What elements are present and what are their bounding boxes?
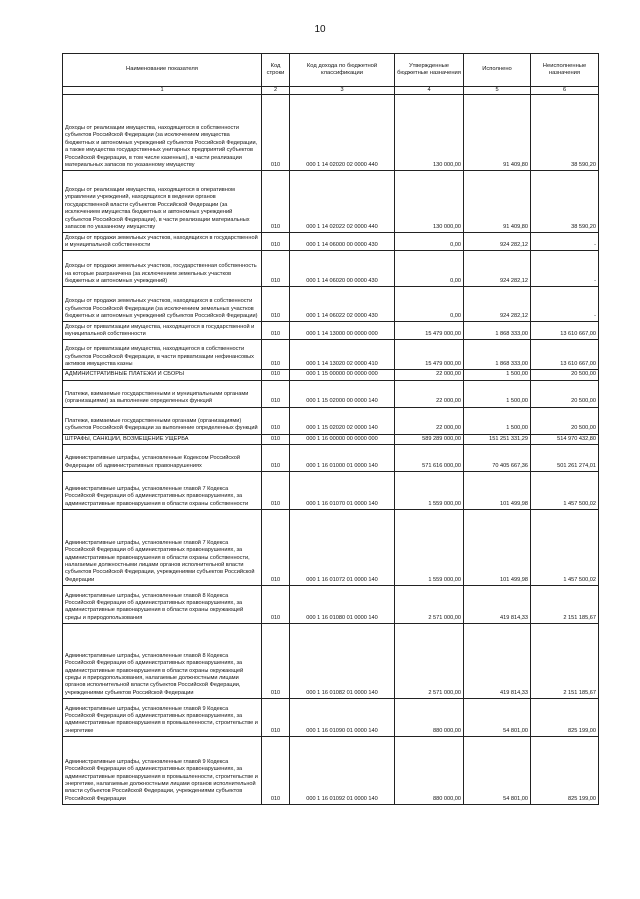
table-row: [63, 287, 599, 322]
row-executed: 1 500,00: [464, 380, 531, 407]
row-name: Доходы от приватизации имущества, находящегося в собственности субъектов Российской Федерации, в части приватизации нефинансовых активов имущества казны: [63, 340, 262, 370]
column-index: 4: [395, 87, 464, 95]
row-approved: 571 616 000,00: [395, 445, 464, 472]
header-approved: Утвержденные бюджетные назначения: [395, 54, 464, 87]
table-row: [63, 699, 599, 737]
header-unexecuted: Неисполненные назначения: [531, 54, 599, 87]
header-line-code: Код строки: [262, 54, 290, 87]
row-approved: 130 000,00: [395, 95, 464, 171]
row-unexecuted: -: [531, 287, 599, 322]
row-line-code: 010: [262, 171, 290, 233]
row-unexecuted: 2 151 185,67: [531, 624, 599, 699]
row-executed: 419 814,33: [464, 624, 531, 699]
table-row: [63, 370, 599, 380]
row-unexecuted: 38 590,20: [531, 95, 599, 171]
row-name: Доходы от продажи земельных участков, государственная собственность на которые разграничена (за исключением земельных участков бюджетных и автономных учреждений): [63, 251, 262, 287]
row-executed: 91 409,80: [464, 95, 531, 171]
table-row: [63, 322, 599, 340]
row-budget-code: 000 1 14 06020 00 0000 430: [290, 251, 395, 287]
row-budget-code: 000 1 16 01000 01 0000 140: [290, 445, 395, 472]
row-unexecuted: 13 610 667,00: [531, 340, 599, 370]
table-row: [63, 95, 599, 171]
table-row: [63, 737, 599, 805]
column-index: 3: [290, 87, 395, 95]
row-name: АДМИНИСТРАТИВНЫЕ ПЛАТЕЖИ И СБОРЫ: [63, 370, 262, 380]
row-name: Административные штрафы, установленные главой 9 Кодекса Российской Федерации об административных правонарушениях, за административные правонарушения в промышленности, строительстве и энергетике, налагаемые должностными лицами органов исполнительной власти субъектов Российской Федерации, учреждениями субъектов Российской Федерации: [63, 737, 262, 805]
row-executed: 419 814,33: [464, 586, 531, 624]
row-line-code: 010: [262, 322, 290, 340]
row-unexecuted: 825 199,00: [531, 699, 599, 737]
row-approved: 1 559 000,00: [395, 472, 464, 510]
row-budget-code: 000 1 16 01092 01 0000 140: [290, 737, 395, 805]
row-approved: 0,00: [395, 233, 464, 251]
row-name: Доходы от приватизации имущества, находящегося в государственной и муниципальной собственности: [63, 322, 262, 340]
row-executed: 924 282,12: [464, 251, 531, 287]
row-name: Доходы от продажи земельных участков, находящихся в государственной и муниципальной собственности: [63, 233, 262, 251]
row-unexecuted: 501 261 274,01: [531, 445, 599, 472]
table-row: [63, 586, 599, 624]
row-executed: 54 801,00: [464, 699, 531, 737]
row-name: Доходы от продажи земельных участков, находящихся в собственности субъектов Российской Федерации (за исключением земельных участков бюджетных и автономных учреждений субъектов Российской Федерации): [63, 287, 262, 322]
row-budget-code: 000 1 16 01082 01 0000 140: [290, 624, 395, 699]
row-line-code: 010: [262, 251, 290, 287]
table-row: [63, 624, 599, 699]
row-approved: 589 289 000,00: [395, 434, 464, 444]
row-line-code: 010: [262, 510, 290, 586]
header-executed: Исполнено: [464, 54, 531, 87]
row-approved: 2 571 000,00: [395, 586, 464, 624]
row-approved: 130 000,00: [395, 171, 464, 233]
row-budget-code: 000 1 14 13020 02 0000 410: [290, 340, 395, 370]
row-unexecuted: 825 199,00: [531, 737, 599, 805]
row-approved: 22 000,00: [395, 370, 464, 380]
row-executed: 70 405 667,36: [464, 445, 531, 472]
row-name: Доходы от реализации имущества, находящегося в оперативном управлении учреждений, находящихся в ведении органов государственной власти субъектов Российской Федерации (за исключением имущества бюджетных и автономных учреждений субъектов Российской Федерации), в части реализации материальных запасов по указанному имуществу: [63, 171, 262, 233]
row-name: Административные штрафы, установленные главой 7 Кодекса Российской Федерации об административных правонарушениях, за административные правонарушения в области охраны собственности: [63, 472, 262, 510]
table-row: [63, 171, 599, 233]
row-unexecuted: -: [531, 233, 599, 251]
table-row: [63, 407, 599, 434]
row-budget-code: 000 1 14 13000 00 0000 000: [290, 322, 395, 340]
column-index: 2: [262, 87, 290, 95]
row-line-code: 010: [262, 233, 290, 251]
row-executed: 91 409,80: [464, 171, 531, 233]
row-name: Доходы от реализации имущества, находящегося в собственности субъектов Российской Федерации (за исключением имущества бюджетных и автономных учреждений субъектов Российской Федерации, а также имущества государственных унитарных предприятий субъектов Российской Федерации, в том числе казенных), в части реализации материальных запасов по указанному имуществу: [63, 95, 262, 171]
table-row: [63, 434, 599, 444]
row-budget-code: 000 1 16 01072 01 0000 140: [290, 510, 395, 586]
row-line-code: 010: [262, 434, 290, 444]
row-unexecuted: 38 590,20: [531, 171, 599, 233]
page-number: 10: [314, 24, 326, 35]
table-row: [63, 380, 599, 407]
row-approved: 1 559 000,00: [395, 510, 464, 586]
table-row: [63, 510, 599, 586]
row-unexecuted: 1 457 500,02: [531, 472, 599, 510]
row-name: Административные штрафы, установленные Кодексом Российской Федерации об административных правонарушениях: [63, 445, 262, 472]
table-row: [63, 472, 599, 510]
row-approved: 15 479 000,00: [395, 340, 464, 370]
row-budget-code: 000 1 16 00000 00 0000 000: [290, 434, 395, 444]
row-line-code: 010: [262, 380, 290, 407]
row-unexecuted: 20 500,00: [531, 380, 599, 407]
column-index-row: [63, 87, 599, 95]
row-approved: 880 000,00: [395, 699, 464, 737]
table-body: [63, 95, 599, 805]
row-name: ШТРАФЫ, САНКЦИИ, ВОЗМЕЩЕНИЕ УЩЕРБА: [63, 434, 262, 444]
row-unexecuted: 20 500,00: [531, 407, 599, 434]
row-approved: 2 571 000,00: [395, 624, 464, 699]
column-index: 6: [531, 87, 599, 95]
row-name: Административные штрафы, установленные главой 8 Кодекса Российской Федерации об административных правонарушениях, за административные правонарушения в области охраны окружающей среды и природопользования: [63, 586, 262, 624]
row-budget-code: 000 1 16 01070 01 0000 140: [290, 472, 395, 510]
row-line-code: 010: [262, 340, 290, 370]
row-executed: 924 282,12: [464, 287, 531, 322]
row-unexecuted: 514 970 432,80: [531, 434, 599, 444]
row-line-code: 010: [262, 95, 290, 171]
row-executed: 54 801,00: [464, 737, 531, 805]
row-name: Административные штрафы, установленные главой 7 Кодекса Российской Федерации об административных правонарушениях, за административные правонарушения в области охраны собственности, налагаемые должностными лицами органов исполнительной власти субъектов Российской Федерации, учреждениями субъектов Российской Федерации: [63, 510, 262, 586]
column-index: 5: [464, 87, 531, 95]
row-line-code: 010: [262, 370, 290, 380]
row-approved: 22 000,00: [395, 380, 464, 407]
row-budget-code: 000 1 14 02022 02 0000 440: [290, 171, 395, 233]
row-executed: 1 500,00: [464, 370, 531, 380]
header-budget-code: Код дохода по бюджетной классификации: [290, 54, 395, 87]
row-executed: 1 868 333,00: [464, 340, 531, 370]
row-name: Административные штрафы, установленные главой 9 Кодекса Российской Федерации об административных правонарушениях, за административные правонарушения в промышленности, строительстве и энергетике: [63, 699, 262, 737]
row-budget-code: 000 1 15 00000 00 0000 000: [290, 370, 395, 380]
row-budget-code: 000 1 14 02020 02 0000 440: [290, 95, 395, 171]
row-line-code: 010: [262, 287, 290, 322]
row-unexecuted: 13 610 667,00: [531, 322, 599, 340]
row-budget-code: 000 1 15 02000 00 0000 140: [290, 380, 395, 407]
row-executed: 1 868 333,00: [464, 322, 531, 340]
row-executed: 1 500,00: [464, 407, 531, 434]
row-line-code: 010: [262, 407, 290, 434]
row-unexecuted: 20 500,00: [531, 370, 599, 380]
row-line-code: 010: [262, 699, 290, 737]
row-unexecuted: 1 457 500,02: [531, 510, 599, 586]
row-line-code: 010: [262, 624, 290, 699]
row-name: Платежи, взимаемые государственными органами (организациями) субъектов Российской Федерации за выполнение определенных функций: [63, 407, 262, 434]
row-approved: 880 000,00: [395, 737, 464, 805]
column-index: 1: [63, 87, 262, 95]
row-executed: 101 499,98: [464, 510, 531, 586]
table-row: [63, 445, 599, 472]
row-name: Платежи, взимаемые государственными и муниципальными органами (организациями) за выполнение определенных функций: [63, 380, 262, 407]
row-approved: 15 479 000,00: [395, 322, 464, 340]
table-row: [63, 233, 599, 251]
row-budget-code: 000 1 16 01090 01 0000 140: [290, 699, 395, 737]
row-line-code: 010: [262, 586, 290, 624]
table-row: [63, 251, 599, 287]
header-name: Наименование показателя: [63, 54, 262, 87]
row-line-code: 010: [262, 445, 290, 472]
row-budget-code: 000 1 15 02020 02 0000 140: [290, 407, 395, 434]
row-name: Административные штрафы, установленные главой 8 Кодекса Российской Федерации об административных правонарушениях, за административные правонарушения в области охраны окружающей среды и природопользования, налагаемые должностными лицами органов исполнительной власти субъектов Российской Федерации, учреждениями субъектов Российской Федерации: [63, 624, 262, 699]
row-unexecuted: -: [531, 251, 599, 287]
row-budget-code: 000 1 16 01080 01 0000 140: [290, 586, 395, 624]
row-executed: 924 282,12: [464, 233, 531, 251]
row-approved: 22 000,00: [395, 407, 464, 434]
row-executed: 151 251 331,29: [464, 434, 531, 444]
row-executed: 101 499,98: [464, 472, 531, 510]
row-budget-code: 000 1 14 06022 02 0000 430: [290, 287, 395, 322]
row-approved: 0,00: [395, 251, 464, 287]
row-unexecuted: 2 151 185,67: [531, 586, 599, 624]
row-line-code: 010: [262, 737, 290, 805]
revenue-table: [62, 53, 599, 805]
row-approved: 0,00: [395, 287, 464, 322]
table-header-row: [63, 54, 599, 87]
row-budget-code: 000 1 14 06000 00 0000 430: [290, 233, 395, 251]
row-line-code: 010: [262, 472, 290, 510]
table-row: [63, 340, 599, 370]
